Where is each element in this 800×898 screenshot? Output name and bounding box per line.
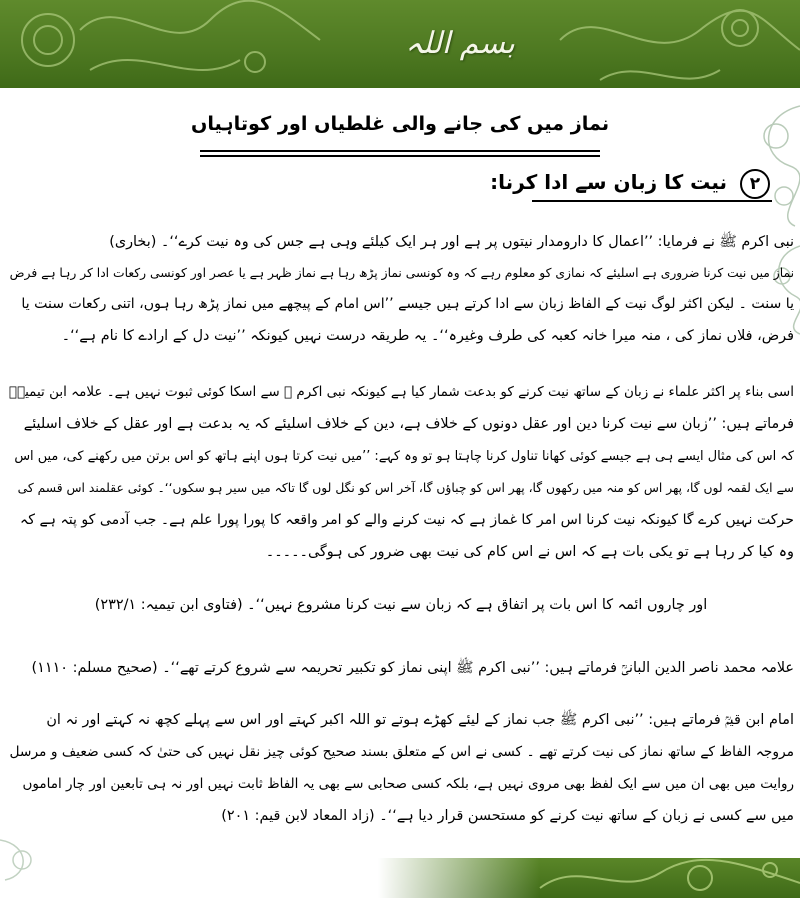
text-line: فرض، فلاں نماز کی ، منہ میرا خانہ کعبہ کی طرف وغیرہ‘‘۔ یہ طریقہ درست نہیں کیونکہ ’’نیت دل کے ارادے کا نام ہے‘‘۔	[61, 328, 794, 344]
text-line: یا سنت ۔ لیکن اکثر لوگ نیت کے الفاظ زبان سے ادا کرتے ہیں جیسے ’’اس امام کے پیچھے میں نماز پڑھ رہا ہوں، اتنی رکعات سنت یا	[21, 296, 794, 312]
text-line: مروجہ الفاظ کے ساتھ نماز کی نیت کرتے تھے ۔ کسی نے اس کے متعلق بسند صحیح کوئی چیز نقل نہیں کی حتیٰ کہ کسی ضعیف و مرسل	[9, 744, 794, 760]
text-line: وہ کیا کر رہا ہے تو یکی بات ہے کہ اس نے اس کام کی نیت بھی ضرور کی ہوگی۔۔۔۔۔	[265, 544, 794, 560]
text-line: میں سے کسی نے زبان کے ساتھ نیت کرنے کو مستحسن قرار دیا ہے‘‘۔ (زاد المعاد لابن قیم: ۲۰۱)	[221, 808, 794, 824]
section-heading-text: نیت کا زبان سے ادا کرنا:	[490, 170, 728, 194]
title-underline	[200, 150, 600, 152]
text-line: امام ابن قیمؒ فرماتے ہیں: ’’نبی اکرم ﷺ جب نماز کے لیئے کھڑے ہوتے تو اللہ اکبر کہتے اور اس سے پہلے کچھ نہ کہتے اور نہ ان	[46, 712, 794, 728]
text-line: اور چاروں ائمہ کا اس بات پر اتفاق ہے کہ زبان سے نیت کرنا مشروع نہیں‘‘۔ (فتاوی ابن تیمیہ: ۲۳۲/۱)	[94, 597, 708, 613]
header-banner	[0, 0, 800, 88]
text-line: سے ایک لقمہ لوں گا، پھر اس کو منہ میں رکھوں گا، پھر اس کو چباؤں گا، آخر اس کو نگل لوں گا تاکہ میں سیر ہو سکوں‘‘۔ کوئی عقلمند اس قسم کی	[17, 481, 794, 495]
page-title: نماز میں کی جانے والی غلطیاں اور کوتاہیاں	[190, 112, 610, 135]
basmala-calligraphy: بسم اللہ	[405, 26, 515, 61]
corner-ornament-icon	[0, 820, 60, 898]
text-line: نبی اکرم ﷺ نے فرمایا: ’’اعمال کا دارومدار نیتوں پر ہے اور ہر ایک کیلئے وہی ہے جس کی وہ نیت کرے‘‘۔ (بخاری)	[109, 234, 794, 250]
footer-fade	[0, 858, 540, 898]
text-line: فرماتے ہیں: ’’زبان سے نیت کرنا دین اور عقل دونوں کے خلاف ہے، دین کے خلاف اسلیئے کہ یہ بدعت ہے اور عقل کے خلاف اسلیئے	[23, 416, 794, 432]
section-number-badge: ۲	[740, 169, 770, 199]
text-line: اسی بناء پر اکثر علماء نے زبان کے ساتھ نیت کرنے کو بدعت شمار کیا ہے کیونکہ نبی اکرم ﷺ سے اسکا کوئی ثبوت نہیں ہے۔ علامہ ابن تیمیہؒ	[8, 384, 794, 400]
text-line: کہ اس کی مثال ایسے ہی ہے جیسے کوئی کھانا تناول کرنا چاہتا ہو تو وہ کہے: ’’میں نیت کرتا ہوں اپنے ہاتھ کو اس برتن میں رکھنے کی، میں اس	[14, 449, 794, 464]
text-line: حرکت نہیں کرے گا کیونکہ نیت کرنا اس امر کا غماز ہے کہ نیت کرنے والے کو امر واقعہ کا پورا پورا علم ہے۔ جب آدمی کو پتہ ہے کہ	[20, 512, 794, 528]
section-underline	[532, 200, 772, 202]
text-line: نماز میں نیت کرنا ضروری ہے اسلیئے کہ نمازی کو معلوم رہے کہ وہ کونسی نماز پڑھ رہا ہے نماز ظہر ہے یا عصر اور کونسی رکعات ادا کر رہا ہے فرض	[9, 266, 794, 280]
title-underline	[200, 155, 600, 157]
text-line: روایت میں بھی ان میں سے ایک لفظ بھی مروی نہیں ہے، بلکہ کسی صحابی سے بھی یہ الفاظ ثابت نہیں اور نہ ہی تابعین اور چار اماموں	[22, 776, 794, 792]
text-line: علامہ محمد ناصر الدین البانیؒ فرماتے ہیں: ’’نبی اکرم ﷺ اپنی نماز کو تکبیر تحریمہ سے شروع کرتے تھے‘‘۔ (صحیح مسلم: ۱۱۱۰)	[31, 660, 794, 676]
section-heading	[470, 164, 770, 200]
